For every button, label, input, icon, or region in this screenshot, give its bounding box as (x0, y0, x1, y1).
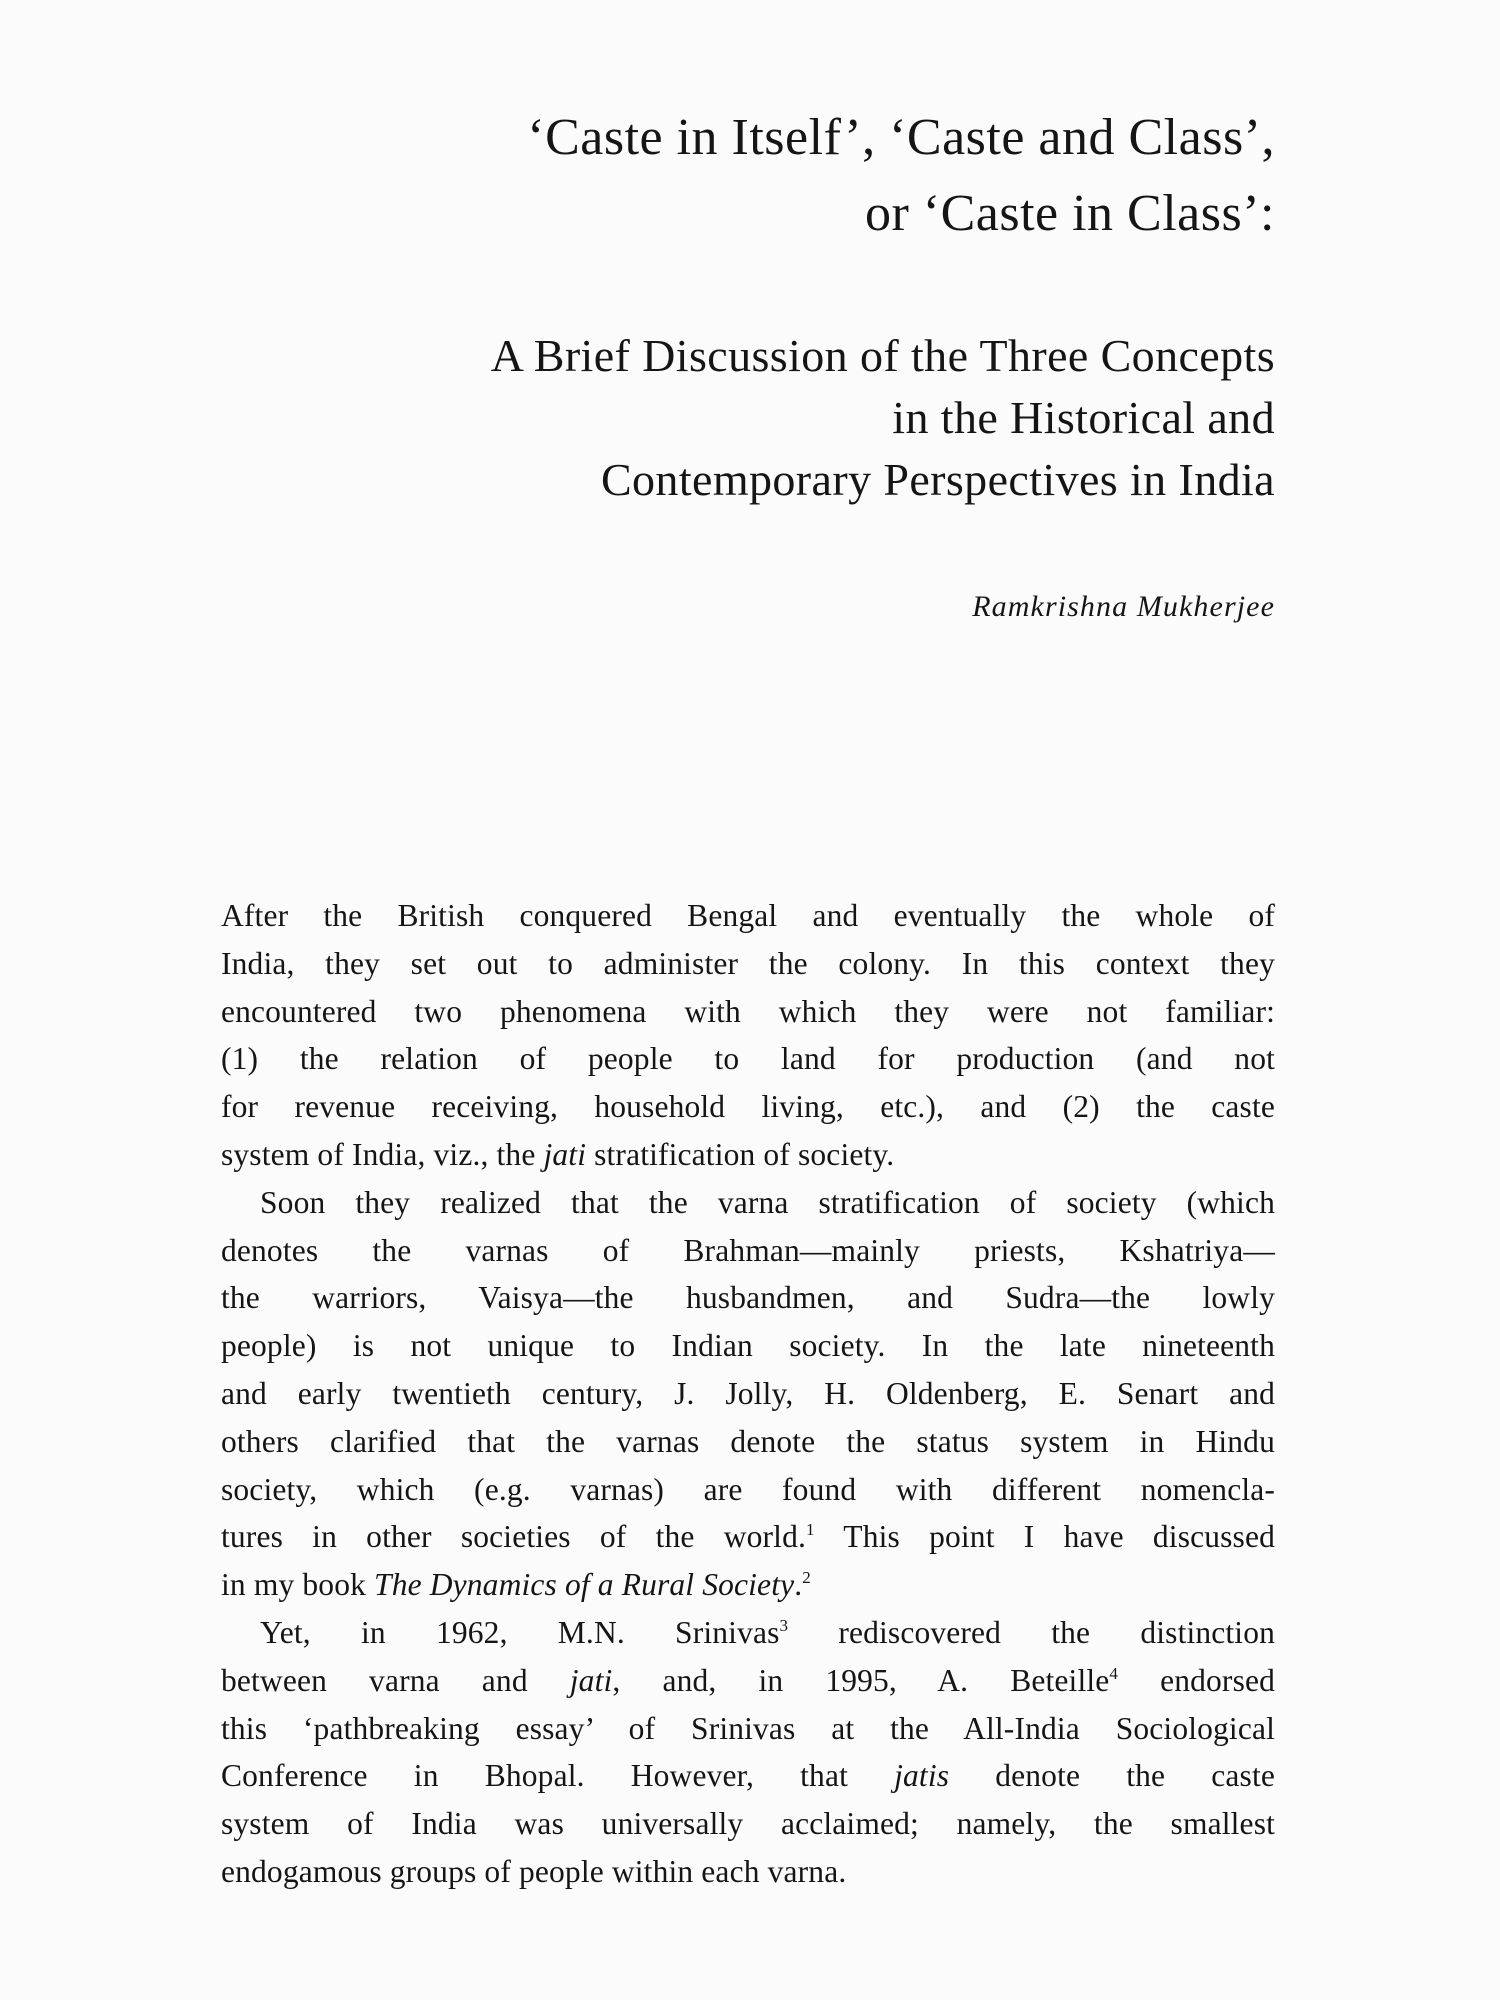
text-line: for revenue receiving, household living, etc.), and (2) the caste (221, 1089, 1275, 1125)
text-line: others clarified that the varnas denote the status system in Hindu (221, 1423, 1275, 1459)
text-line: and early twentieth century, J. Jolly, H. Oldenberg, E. Senart and (221, 1375, 1275, 1411)
text-line (221, 1752, 1275, 1800)
footnote-marker: 3 (779, 1615, 789, 1635)
subtitle-line: A Brief Discussion of the Three Concepts (490, 330, 1275, 381)
text-segment: This point I have discussed (814, 1519, 1275, 1555)
text-line: Soon they realized that the varna stratification of society (which (260, 1184, 1275, 1220)
article-title (275, 100, 1275, 252)
book-title: The Dynamics of a Rural Society (374, 1567, 795, 1603)
text-line: (1) the relation of people to land for production (and not (221, 1041, 1275, 1077)
text-line (221, 1131, 1275, 1179)
text-segment: Conference in Bhopal. However, that (221, 1758, 895, 1794)
text-segment: , and, in 1995, A. Beteille (612, 1662, 1110, 1698)
text-line: the warriors, Vaisya—the husbandmen, and Sudra—the lowly (221, 1280, 1275, 1316)
footnote-marker: 2 (802, 1568, 811, 1588)
title-line: ‘Caste in Itself’, ‘Caste and Class’, (527, 109, 1275, 166)
text-segment: stratification of society. (586, 1136, 895, 1172)
text-segment: endorsed (1118, 1662, 1276, 1698)
footnote-marker: 1 (806, 1520, 815, 1540)
text-segment: denote the caste (949, 1758, 1275, 1794)
text-line (221, 1513, 1275, 1561)
text-segment: between varna and (221, 1662, 570, 1698)
text-line (221, 1609, 1275, 1657)
text-segment: tures in other societies of the world. (221, 1519, 807, 1555)
text-line: After the British conquered Bengal and eventually the whole of (221, 898, 1275, 933)
text-segment: . (794, 1567, 803, 1603)
text-segment: system of India, viz., the (221, 1136, 544, 1172)
text-line (221, 1561, 1275, 1609)
author-name: Ramkrishna Mukherjee (972, 590, 1275, 623)
subtitle-line: Contemporary Perspectives in India (600, 454, 1275, 505)
text-segment: in my book (221, 1567, 375, 1603)
italic-term: jati (569, 1662, 613, 1698)
italic-term: jatis (894, 1758, 950, 1794)
text-line: this ‘pathbreaking essay’ of Srinivas at the All-India Sociological (221, 1710, 1275, 1746)
text-line: India, they set out to administer the colony. In this context they (221, 945, 1275, 981)
paragraph-3 (221, 1609, 1275, 1896)
text-line: people) is not unique to Indian society. In the late nineteenth (221, 1328, 1275, 1364)
text-line: endogamous groups of people within each varna. (221, 1853, 847, 1889)
text-segment: Yet, in 1962, M.N. Srinivas (260, 1614, 780, 1650)
paragraph-2 (221, 1179, 1275, 1609)
article-body (221, 892, 1275, 1896)
text-segment: rediscovered the distinction (788, 1614, 1276, 1650)
text-line: encountered two phenomena with which they were not familiar: (221, 993, 1275, 1029)
footnote-marker: 4 (1109, 1663, 1119, 1683)
paragraph-1 (221, 892, 1275, 1179)
italic-term: jati (543, 1136, 587, 1172)
title-line: or ‘Caste in Class’: (864, 185, 1275, 242)
subtitle-line: in the Historical and (892, 392, 1275, 443)
text-line: system of India was universally acclaimed; namely, the smallest (221, 1806, 1275, 1842)
text-line: society, which (e.g. varnas) are found with different nomencla- (221, 1471, 1275, 1507)
article-subtitle (175, 325, 1275, 511)
text-line: denotes the varnas of Brahman—mainly priests, Kshatriya— (221, 1232, 1275, 1268)
text-line (221, 1657, 1275, 1705)
